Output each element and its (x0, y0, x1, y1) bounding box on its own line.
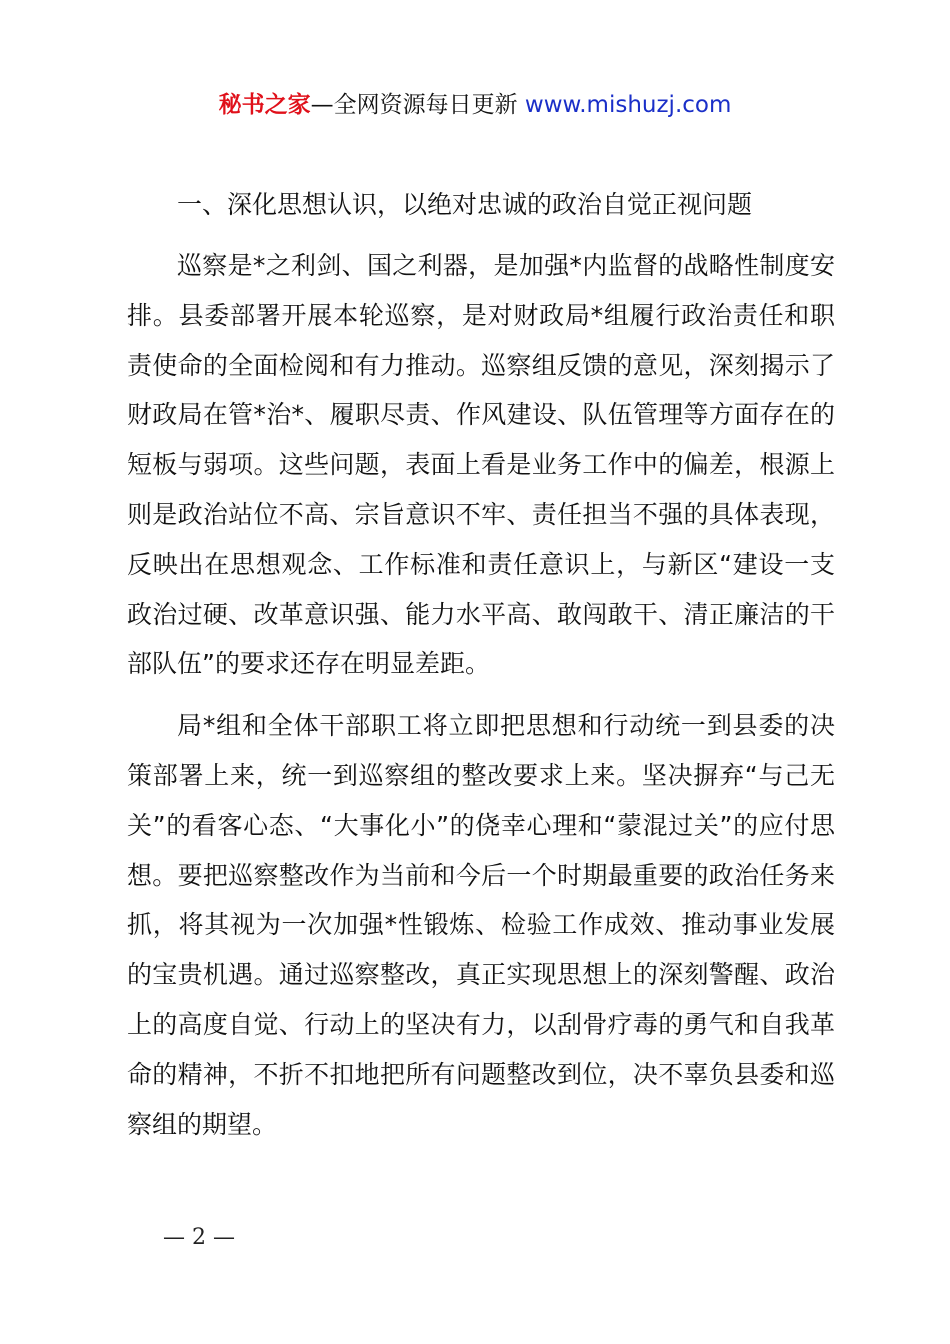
body-paragraph: 局*组和全体干部职工将立即把思想和行动统一到县委的决策部署上来，统一到巡察组的整改要求上来。坚决摒弃“与己无关”的看客心态、“大事化小”的侥幸心理和“蒙混过关”的应付思想。要把巡察整改作为当前和今后一个时期最重要的政治任务来抓，将其视为一次加强*性锻炼、检验工作成效、推动事业发展的宝贵机遇。通过巡察整改，真正实现思想上的深刻警醒、政治上的高度自觉、行动上的坚决有力，以刮骨疗毒的勇气和自我革命的精神，不折不扣地把所有问题整改到位，决不辜负县委和巡察组的期望。 (127, 711, 835, 1139)
site-url-link[interactable]: www.mishuzj.com (524, 92, 732, 118)
section-heading: 一、深化思想认识，以绝对忠诚的政治自觉正视问题 (177, 190, 753, 219)
brand-name: 秘书之家 (218, 92, 311, 118)
body-paragraph: 巡察是*之利剑、国之利器，是加强*内监督的战略性制度安排。县委部署开展本轮巡察，是对财政局*组履行政治责任和职责使命的全面检阅和有力推动。巡察组反馈的意见，深刻揭示了财政局在管*治*、履职尽责、作风建设、队伍管理等方面存在的短板与弱项。这些问题，表面上看是业务工作中的偏差，根源上则是政治站位不高、宗旨意识不牢、责任担当不强的具体表现，反映出在思想观念、工作标准和责任意识上，与新区“建设一支政治过硬、改革意识强、能力水平高、敢闯敢干、清正廉洁的干部队伍”的要求还存在明显差距。 (127, 251, 835, 679)
header-tagline: —全网资源每日更新 (310, 92, 525, 118)
page-number: — 2 — (163, 1225, 235, 1250)
document-body (127, 185, 835, 1161)
site-header (0, 88, 950, 122)
